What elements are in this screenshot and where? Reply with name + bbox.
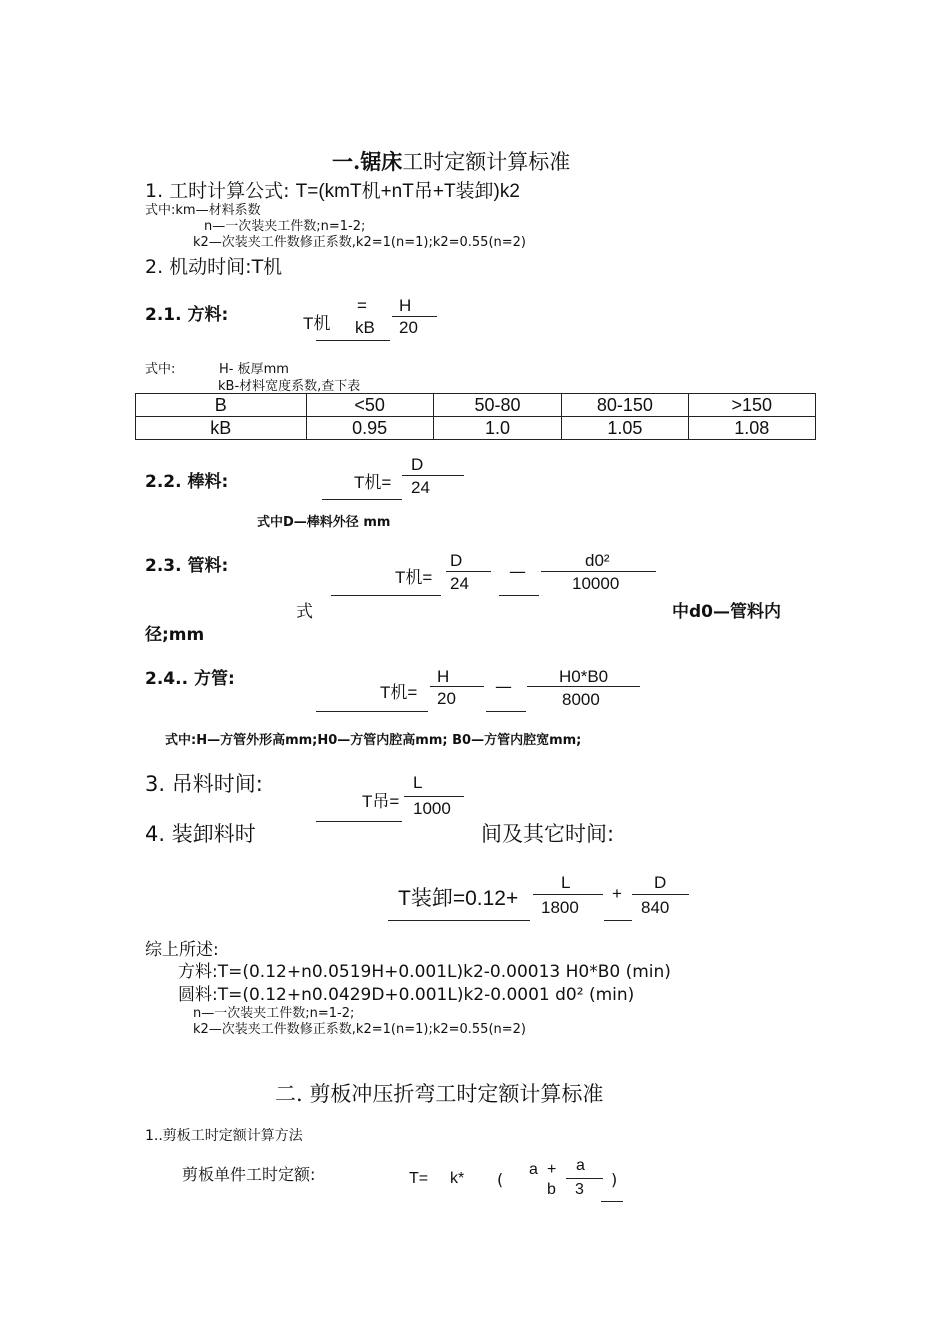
fraction-bar bbox=[402, 475, 464, 476]
heading-3: 3. 吊料时间: bbox=[145, 772, 263, 796]
right-paren: ) bbox=[611, 1170, 618, 1189]
fraction-bar bbox=[404, 796, 464, 797]
frac-den-10000: 10000 bbox=[572, 574, 620, 593]
frac-den-20: 20 bbox=[399, 318, 418, 337]
frac-num-d0sq: d0² bbox=[585, 551, 610, 570]
machine-time-heading: 2. 机动时间:T机 bbox=[145, 256, 283, 278]
lhs-t-mach: T机 bbox=[303, 314, 331, 333]
left-paren: ( bbox=[497, 1170, 504, 1189]
table-cell: 1.08 bbox=[688, 417, 815, 440]
title-number: 一. bbox=[332, 149, 361, 174]
formula: T=(kmT机+nT吊+T装卸)k2 bbox=[295, 181, 520, 202]
where-h0b0: 式中:H—方管外形高mm;H0—方管内腔高mm; B0—方管内腔宽mm; bbox=[165, 733, 582, 748]
formula-label: 1. 工时计算公式: bbox=[145, 180, 290, 202]
def-n: n—一次装夹工件数;n=1-2; bbox=[204, 219, 366, 234]
heading-2-4: 2.4.. 方管: bbox=[145, 669, 235, 689]
kb-table bbox=[135, 393, 816, 440]
table-cell: 1.05 bbox=[562, 417, 688, 440]
frac-num-h: H bbox=[437, 667, 450, 686]
summary-square: 方料:T=(0.12+n0.0519H+0.001L)k2-0.00013 H0*B0 (min) bbox=[178, 962, 671, 982]
lhs-t-mach: T机= bbox=[380, 683, 418, 702]
var-b: b bbox=[547, 1181, 556, 1198]
sub-heading-1: 1..剪板工时定额计算方法 bbox=[145, 1128, 303, 1144]
underline bbox=[331, 595, 441, 596]
plus-sign: + bbox=[547, 1161, 557, 1178]
table-header-row bbox=[136, 394, 816, 417]
lhs-t-mach: T机= bbox=[354, 473, 392, 492]
table-cell: 50-80 bbox=[433, 394, 561, 417]
fraction-bar bbox=[632, 894, 689, 895]
table-cell: B bbox=[136, 394, 307, 417]
fraction-bar bbox=[566, 1178, 603, 1179]
frac-num-d: D bbox=[654, 873, 667, 892]
heading-4-a: 4. 装卸料时 bbox=[145, 822, 256, 846]
kb-symbol: kB bbox=[355, 318, 375, 337]
summary-note-k2: k2—次装夹工件数修正系数,k2=1(n=1);k2=0.55(n=2) bbox=[193, 1022, 527, 1037]
underline bbox=[604, 920, 632, 921]
table-cell: >150 bbox=[688, 394, 815, 417]
heading-2-1: 2.1. 方料: bbox=[145, 305, 229, 325]
minus-sign: — bbox=[509, 562, 526, 582]
frac-den-24: 24 bbox=[411, 478, 430, 497]
def-km: 式中:km—材料系数 bbox=[145, 203, 261, 218]
lhs-t-mach: T机= bbox=[395, 568, 433, 587]
underline bbox=[499, 595, 539, 596]
frac-den-8000: 8000 bbox=[562, 690, 600, 709]
fraction-bar bbox=[392, 316, 437, 317]
table-cell: 1.0 bbox=[433, 417, 561, 440]
var-a: a bbox=[529, 1161, 538, 1178]
fraction-bar bbox=[430, 686, 484, 687]
where-unit: 径;mm bbox=[145, 625, 205, 645]
where-kb: kB-材料宽度系数,查下表 bbox=[218, 379, 361, 394]
frac-num-d: D bbox=[450, 551, 463, 570]
underline bbox=[316, 821, 402, 822]
title-bold: 锯床 bbox=[360, 149, 403, 174]
minus-sign: — bbox=[495, 677, 512, 697]
where-d: 式中D—棒料外径 mm bbox=[257, 515, 391, 530]
table-cell: 0.95 bbox=[306, 417, 433, 440]
where-d0: 中d0—管料内 bbox=[672, 602, 781, 622]
section-title-1 bbox=[332, 146, 570, 176]
frac-num-d: D bbox=[411, 455, 424, 474]
fraction-bar bbox=[446, 571, 491, 572]
frac-den-1000: 1000 bbox=[413, 799, 451, 818]
frac-num-l: L bbox=[413, 773, 423, 792]
summary-note-n: n—一次装夹工件数;n=1-2; bbox=[193, 1006, 355, 1021]
fraction-bar bbox=[527, 686, 640, 687]
def-k2: k2—次装夹工件数修正系数,k2=1(n=1);k2=0.55(n=2) bbox=[193, 235, 527, 250]
frac-num-a: a bbox=[576, 1157, 585, 1174]
eq-sign: = bbox=[357, 296, 367, 315]
underline bbox=[322, 499, 402, 500]
frac-den-20: 20 bbox=[437, 689, 456, 708]
underline bbox=[316, 711, 428, 712]
underline bbox=[316, 340, 390, 341]
fraction-bar bbox=[533, 894, 603, 895]
frac-num-l: L bbox=[561, 873, 571, 892]
fraction-bar bbox=[541, 571, 656, 572]
title-rest: 工时定额计算标准 bbox=[402, 150, 571, 174]
table-cell: <50 bbox=[306, 394, 433, 417]
lhs-t-load: T装卸=0.12+ bbox=[398, 887, 519, 910]
underline bbox=[601, 1201, 623, 1202]
frac-den-24: 24 bbox=[450, 574, 469, 593]
table-cell: 80-150 bbox=[562, 394, 688, 417]
table-cell: kB bbox=[136, 417, 307, 440]
lhs-t-lift: T吊= bbox=[362, 792, 400, 811]
table-row bbox=[136, 417, 816, 440]
where-char: 式 bbox=[296, 602, 313, 622]
shear-k: k* bbox=[450, 1170, 465, 1187]
heading-4-b: 间及其它时间: bbox=[481, 822, 615, 846]
heading-2-3: 2.3. 管料: bbox=[145, 556, 229, 576]
where-h: H- 板厚mm bbox=[219, 362, 289, 377]
plus-sign: + bbox=[612, 884, 622, 903]
summary-round: 圆料:T=(0.12+n0.0429D+0.001L)k2-0.0001 d0² (min) bbox=[178, 985, 635, 1005]
summary-label: 综上所述: bbox=[145, 940, 219, 960]
shear-lhs: T= bbox=[409, 1170, 429, 1187]
underline bbox=[486, 711, 526, 712]
underline bbox=[388, 920, 530, 921]
frac-den-3: 3 bbox=[575, 1181, 584, 1198]
frac-num-h: H bbox=[399, 296, 412, 315]
shear-label: 剪板单件工时定额: bbox=[182, 1165, 316, 1184]
section-title-2: 二. 剪板冲压折弯工时定额计算标准 bbox=[275, 1082, 604, 1106]
frac-den-1800: 1800 bbox=[541, 898, 579, 917]
frac-num-h0b0: H0*B0 bbox=[559, 667, 609, 686]
heading-2-2: 2.2. 棒料: bbox=[145, 472, 229, 492]
where-label: 式中: bbox=[145, 362, 176, 377]
frac-den-840: 840 bbox=[641, 898, 670, 917]
